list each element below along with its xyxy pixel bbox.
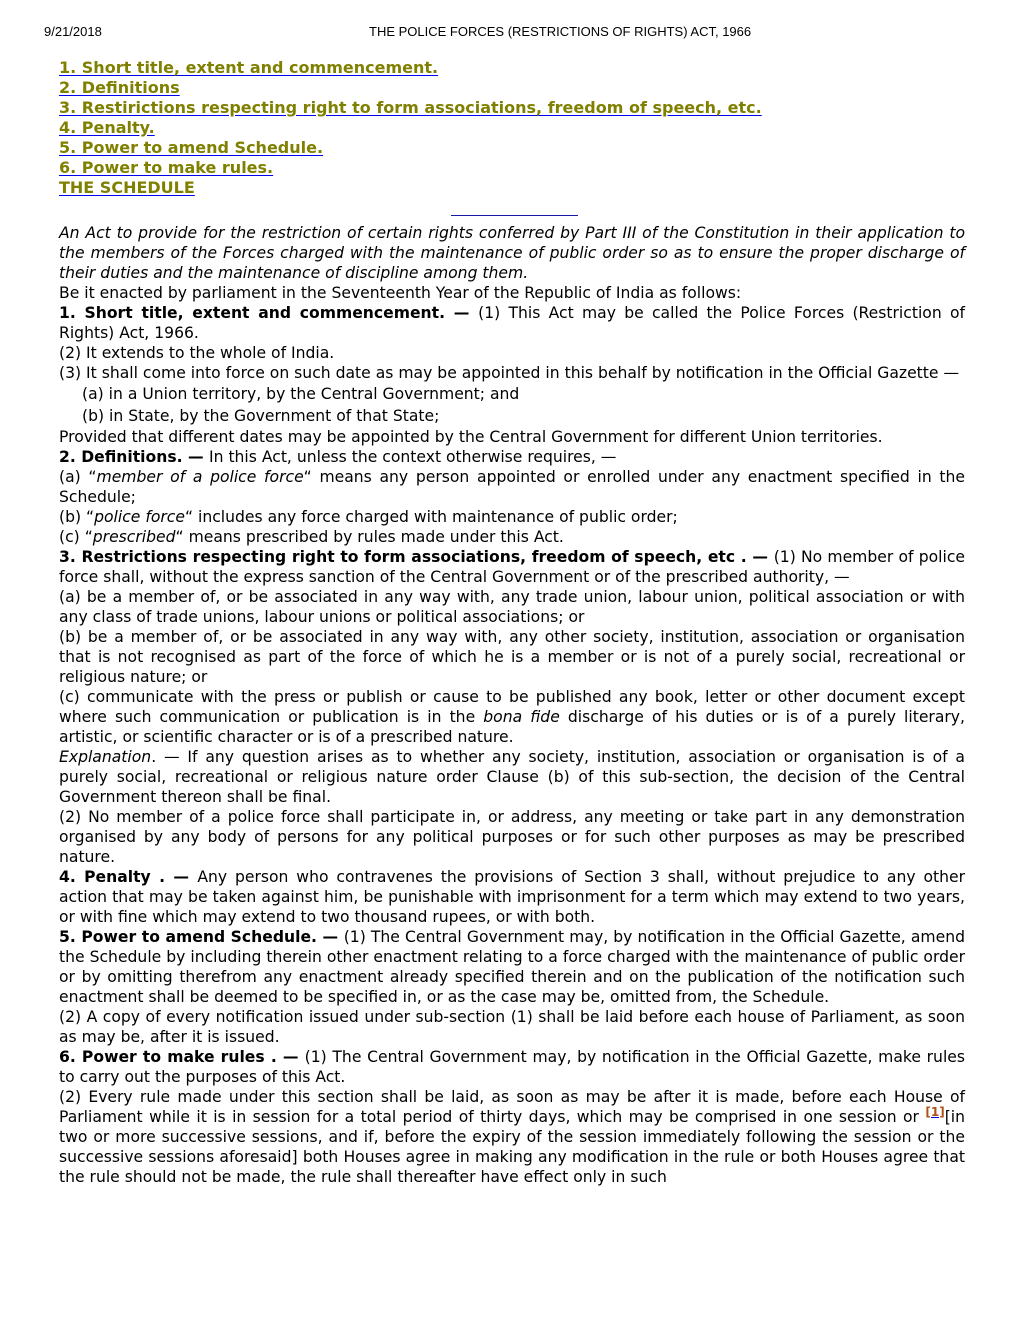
section-heading: 3. Restrictions respecting right to form associations, freedom of speech, etc . —: [59, 548, 774, 566]
act-paragraph: [59, 427, 965, 447]
act-paragraph: [59, 587, 965, 627]
act-paragraph: [59, 547, 965, 587]
paragraph-text: (b) be a member of, or be associated in any way with, any other society, institution, association or organisation that is not recognised as part of the force of which he is a member or is not of a purely social, recreational or religious nature; or: [59, 628, 965, 686]
act-paragraph: [59, 867, 965, 927]
act-paragraph: [59, 303, 965, 343]
toc-link-schedule[interactable]: THE SCHEDULE: [59, 178, 195, 197]
section-heading: 2. Definitions. —: [59, 448, 209, 466]
paragraph-text: In this Act, unless the context otherwise requires, —: [209, 448, 617, 466]
act-paragraph: [59, 447, 965, 467]
paragraph-text: Any person who contravenes the provisions of Section 3 shall, without prejudice to any other action that may be taken against him, be punishable with imprisonment for a term which may extend to two years, or with fine which may extend to two thousand rupees, or with both.: [59, 868, 965, 926]
toc-link-section-5[interactable]: 5. Power to amend Schedule.: [59, 138, 324, 157]
paragraph-text: Be it enacted by parliament in the Seventeenth Year of the Republic of India as follows:: [59, 284, 742, 302]
paragraph-text: discharge of his duties or is of a purely literary, artistic, or scientific character or is of a prescribed nature.: [59, 708, 965, 746]
paragraph-text: (2) Every rule made under this section shall be laid, as soon as may be after it is made, before each House of Parliament while it is in session for a total period of thirty days, which may be comprised in one session or: [59, 1088, 965, 1126]
paragraph-text: (c) communicate with the press or publish or cause to be published any book, letter or other document except where such communication or publication is in the: [59, 688, 965, 726]
paragraph-text: (1) The Central Government may, by notification in the Official Gazette, amend the Schedule by including therein other enactment relating to a force charged with the maintenance of public order or by omitting therefrom any enactment already specified therein and on the publication of the notification such enactment shall be deemed to be specified in, or as the case may be, omitted from, the Schedule.: [59, 928, 965, 1006]
act-body: [59, 223, 965, 1187]
section-heading: 4. Penalty . —: [59, 868, 198, 886]
paragraph-text: (1) This Act may be called the Police Forces (Restriction of Rights) Act, 1966.: [59, 304, 966, 342]
paragraph-text: Explanation: [59, 748, 152, 766]
paragraph-text: [in two or more successive sessions, and if, before the expiry of the session immediately following the session or the successive sessions aforesaid] both Houses agree in making any modification in the rule or both Houses agree that the rule should not be made, the rule shall thereafter have effect only in such: [59, 1108, 965, 1186]
paragraph-text: (2) It extends to the whole of India.: [59, 344, 335, 362]
act-paragraph: [59, 363, 965, 383]
paragraph-text: “ means any person appointed or enrolled under any enactment specified in the Schedule;: [59, 468, 966, 506]
toc-link-section-4[interactable]: 4. Penalty.: [59, 118, 155, 137]
paragraph-text: (2) A copy of every notification issued under sub-section (1) shall be laid before each house of Parliament, as soon as may be, after it is issued.: [59, 1008, 965, 1046]
paragraph-text: (b) in State, by the Government of that State;: [82, 407, 440, 425]
toc-link-section-3[interactable]: 3. Restirictions respecting right to form associations, freedom of speech, etc.: [59, 98, 762, 117]
paragraph-text: (a) in a Union territory, by the Central Government; and: [82, 385, 520, 403]
paragraph-text: prescribed: [92, 528, 176, 546]
act-paragraph: [59, 343, 965, 363]
act-paragraph: [59, 283, 965, 303]
paragraph-text: (1) No member of police force shall, without the express sanction of the Central Government or of the prescribed authority, —: [59, 548, 965, 586]
act-paragraph: [59, 223, 965, 283]
act-paragraph: [59, 1087, 965, 1187]
act-paragraph: [59, 383, 965, 405]
act-paragraph: [59, 467, 965, 507]
section-heading: 6. Power to make rules . —: [59, 1048, 305, 1066]
page-header-title: THE POLICE FORCES (RESTRICTIONS OF RIGHTS) ACT, 1966: [369, 24, 752, 39]
table-of-contents: [59, 58, 762, 198]
section-heading: 5. Power to amend Schedule. —: [59, 928, 344, 946]
act-paragraph: [59, 405, 965, 427]
paragraph-text: (a) “: [59, 468, 97, 486]
paragraph-text: . — If any question arises as to whether any society, institution, association or organisation is of a purely social, recreational or religious nature order Clause (b) of this sub-section, the decision of the Central Government thereon shall be final.: [59, 748, 965, 806]
act-paragraph: [59, 1047, 965, 1087]
paragraph-text: (c) “: [59, 528, 93, 546]
act-paragraph: [59, 807, 965, 867]
paragraph-text: (a) be a member of, or be associated in any way with, any trade union, labour union, political association or with any class of trade unions, labour unions or political associations; or: [59, 588, 965, 626]
toc-link-section-2[interactable]: 2. Definitions: [59, 78, 180, 97]
act-paragraph: [59, 687, 965, 747]
print-date: 9/21/2018: [44, 24, 102, 39]
paragraph-text: bona fide: [483, 708, 560, 726]
act-paragraph: [59, 927, 965, 1007]
paragraph-text: An Act to provide for the restriction of certain rights conferred by Part III of the Constitution in their application to the members of the Forces charged with the maintenance of public order so as to ensure the proper discharge of their duties and the maintenance of discipline among them.: [59, 224, 965, 282]
act-paragraph: [59, 527, 965, 547]
paragraph-text: police force: [94, 508, 185, 526]
divider: [451, 215, 578, 216]
act-paragraph: [59, 507, 965, 527]
paragraph-text: Provided that different dates may be appointed by the Central Government for different Union territories.: [59, 428, 883, 446]
paragraph-text: “ includes any force charged with maintenance of public order;: [184, 508, 678, 526]
paragraph-text: (1) The Central Government may, by notification in the Official Gazette, make rules to carry out the purposes of this Act.: [59, 1048, 965, 1086]
footnote-link[interactable]: [1]: [925, 1104, 945, 1119]
act-paragraph: [59, 1007, 965, 1047]
paragraph-text: (b) “: [59, 508, 95, 526]
paragraph-text: “ means prescribed by rules made under this Act.: [175, 528, 564, 546]
toc-link-section-6[interactable]: 6. Power to make rules.: [59, 158, 274, 177]
paragraph-text: (3) It shall come into force on such date as may be appointed in this behalf by notification in the Official Gazette —: [59, 364, 960, 382]
section-heading: 1. Short title, extent and commencement. —: [59, 304, 479, 322]
act-paragraph: [59, 747, 965, 807]
act-paragraph: [59, 627, 965, 687]
paragraph-text: member of a police force: [96, 468, 304, 486]
toc-link-section-1[interactable]: 1. Short title, extent and commencement.: [59, 58, 439, 77]
paragraph-text: (2) No member of a police force shall participate in, or address, any meeting or take part in any demonstration organised by any body of persons for any political purposes or for such other purposes as may be prescribed nature.: [59, 808, 965, 866]
